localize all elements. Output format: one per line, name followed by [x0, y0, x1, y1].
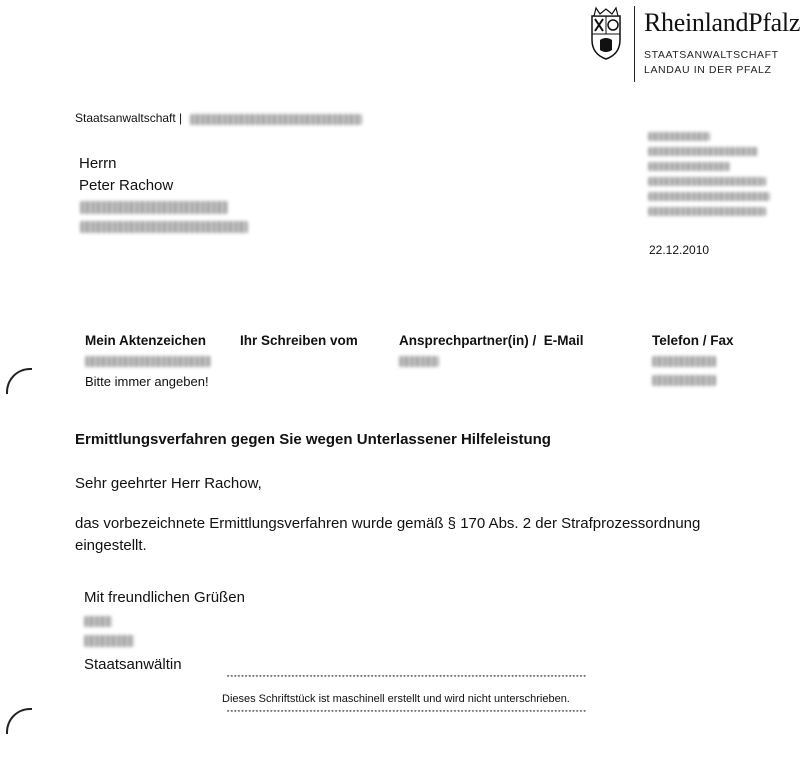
redacted-case-number: [85, 356, 211, 367]
brand-name: RheinlandPfalz: [644, 8, 800, 37]
footer-stars-bottom: ****************************************************************************************************: [226, 710, 587, 718]
redacted-fax: [652, 375, 716, 386]
signatory-title: Staatsanwältin: [84, 656, 182, 673]
footer-stars-top: ****************************************************************************************************: [226, 675, 587, 683]
redacted-signatory-surname: [84, 635, 134, 647]
header-contact-email: Ansprechpartner(in) / E-Mail: [399, 333, 584, 348]
punch-hole-top: [6, 368, 32, 394]
letter-date: 22.12.2010: [649, 243, 710, 257]
machine-generated-note: Dieses Schriftstück ist maschinell erstellt und wird nicht unterschrieben.: [222, 693, 570, 705]
closing-phrase: Mit freundlichen Grüßen: [84, 589, 245, 606]
redacted-sender-address: [190, 114, 362, 125]
reference-note: Bitte immer angeben!: [85, 374, 209, 389]
redacted-recipient-city: [80, 221, 248, 233]
punch-hole-bottom: [6, 708, 32, 734]
contact-block: [648, 132, 798, 227]
redacted-contact-person: [399, 356, 439, 367]
letterhead: [586, 6, 800, 82]
redacted-signatory-name: [84, 616, 112, 627]
header-phone-fax: Telefon / Fax: [652, 333, 734, 348]
body-line-2: eingestellt.: [75, 537, 147, 554]
coat-of-arms-icon: [586, 6, 626, 60]
header-my-reference: Mein Aktenzeichen: [85, 333, 207, 348]
letter-greeting: Sehr geehrter Herr Rachow,: [75, 475, 262, 492]
sender-line: Staatsanwaltschaft |: [75, 111, 183, 125]
recipient-name: Peter Rachow: [79, 177, 174, 194]
header-your-letter: Ihr Schreiben vom: [240, 333, 358, 348]
authority-location: LANDAU IN DER PFALZ: [644, 64, 772, 76]
recipient-salutation: Herrn: [79, 155, 117, 172]
letter-subject: Ermittlungsverfahren gegen Sie wegen Unterlassener Hilfeleistung: [75, 431, 551, 448]
redacted-phone: [652, 356, 716, 367]
authority-name: STAATSANWALTSCHAFT: [644, 49, 779, 61]
letterhead-divider: [634, 6, 635, 82]
redacted-recipient-street: [80, 201, 228, 214]
body-line-1: das vorbezeichnete Ermittlungsverfahren wurde gemäß § 170 Abs. 2 der Strafprozessordnung: [75, 515, 701, 532]
